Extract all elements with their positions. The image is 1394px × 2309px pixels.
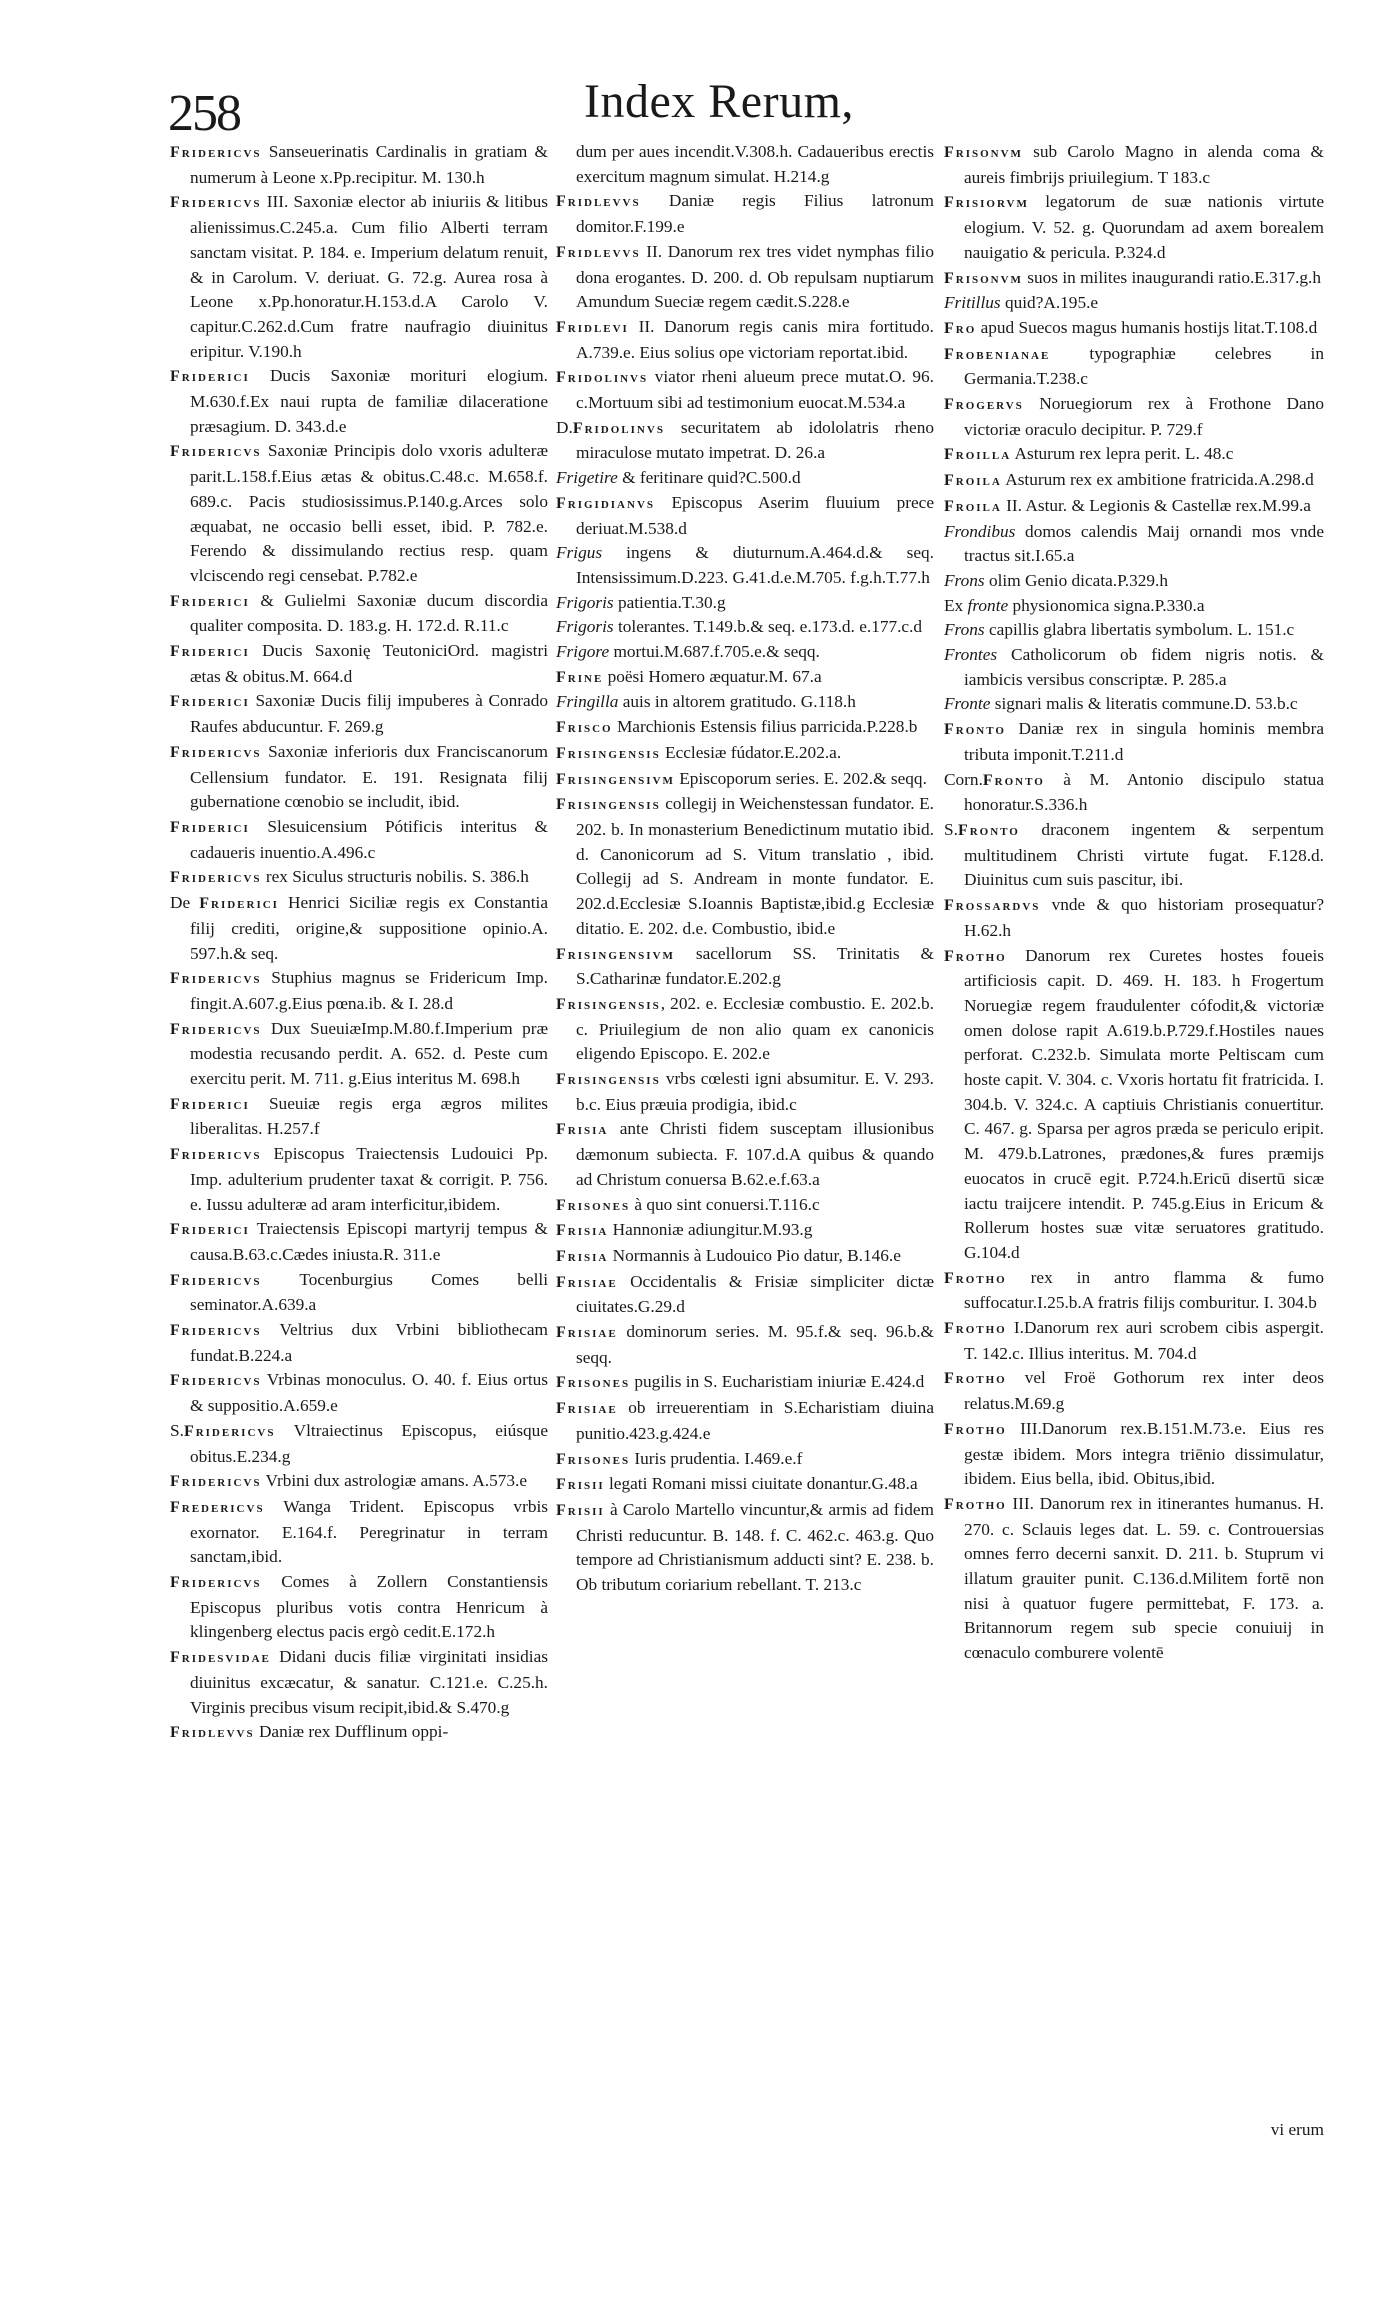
entry-prefix: De [170,893,200,913]
entry-text: legati Romani missi ciuitate donantur.G.48.a [604,1474,918,1494]
index-entry [556,140,934,189]
entry-headword: Friderici [170,592,250,610]
index-entry [556,767,934,793]
index-column-1 [170,140,548,1746]
entry-headword: Frigoris [556,592,614,612]
entry-text: II. Astur. & Legionis & Castellæ rex.M.99.a [1001,495,1311,515]
index-entry [170,1368,548,1418]
entry-text: sub Carolo Magno in alenda coma & aureis fimbrijs priuilegium. T 183.c [964,142,1324,187]
entry-headword: Fridericvs [170,1322,262,1340]
entry-headword: Frisiorvm [944,194,1029,212]
index-entry [944,818,1324,893]
entry-headword: Frisones [556,1374,631,1392]
index-entry [170,1495,548,1570]
entry-text: Episcoporum series. E. 202.& seqq. [674,768,927,788]
entry-headword: Fridlevvs [170,1724,255,1742]
index-entry [170,1720,548,1746]
entry-headword: Frigetire [556,468,618,488]
entry-headword: Frisiae [556,1273,618,1291]
index-entry [556,1498,934,1598]
index-entry [170,190,548,364]
entry-text: dominorum series. M. 95.f.& seq. 96.b.& seqq. [576,1322,934,1367]
index-entry [556,1244,934,1270]
entry-text: quid?A.195.e [1000,293,1099,313]
entry-text: legatorum de suæ nationis virtute elogium. V. 52. g. Quorundam ad axem borealem nauigatio & pericula. P.324.d [964,192,1324,262]
entry-text: & Gulielmi Saxoniæ ducum discordia qualiter composita. D. 183.g. H. 172.d. R.11.c [190,590,548,636]
entry-headword: Fridericvs [170,144,262,161]
index-entry [170,740,548,815]
entry-headword: Froila [944,497,1002,515]
index-entry [944,316,1324,342]
entry-headword: Fridericvs [170,443,262,461]
entry-headword: Frons [944,570,985,590]
index-entry [556,992,934,1067]
entry-text: rex in antro flamma & fumo suffocatur.I.25.b.A fratris filijs comburitur. I. 304.b [964,1267,1324,1313]
entry-headword: Fridericvs [170,1574,262,1592]
entry-text: Wanga Trident. Episcopus vrbis exornator. E.164.f. Peregrinatur in terram sanctam,ibid. [190,1496,548,1567]
entry-text: patientia.T.30.g [613,592,726,612]
entry-headword: Friderici [170,1221,250,1239]
entry-text: Stuphius magnus se Fridericum Imp. fingit.A.607.g.Eius pœna.ib. & I. 28.d [190,968,548,1013]
index-entry [556,365,934,415]
entry-text: Vltraiectinus Episcopus, eiúsque obitus.E.234.g [190,1420,548,1466]
entry-headword: Frontes [944,645,998,665]
entry-text: Comes à Zollern Constantiensis Episcopus pluribus votis contra Henricum à klingenberg electus pacis ergò cedit.E.172.h [190,1572,548,1642]
index-entry [944,768,1324,818]
entry-headword: Friderici [170,693,250,711]
entry-headword: Frisiae [556,1400,618,1418]
entry-text: ante Christi fidem susceptam illusionibus dæmonum subiecta. F. 107.d.A quibus & quando ad Christum conuersa B.62.e.f.63.a [576,1119,934,1189]
entry-text: ingens & diuturnum.A.464.d.& seq. Intensissimum.D.223. G.41.d.e.M.705. f.g.h.T.77.h [576,543,934,587]
index-entry [170,1092,548,1142]
entry-text: collegij in Weichenstessan fundator. E. 202. b. In monasterium Benedictinum mutatio ibid. d. Canonicorum ad S. Vitum translatio , ibid. Collegij ad S. Andream in monte fundator. E. 202.d.Ecclesiæ S.Ioannis Baptistæ,ibid.g Ecclesiæ ditatio. E. 202. d.e. Combustio, ibid.e [576,794,934,938]
index-entry [944,643,1324,692]
index-entry [944,392,1324,442]
entry-headword: Frisingensis [556,1071,661,1089]
entry-headword: Fridlevvs [556,243,641,261]
index-entry [556,541,934,590]
index-entry [170,364,548,439]
entry-text: Ducis Saxonię TeutoniciOrd. magistri ætas & obitus.M. 664.d [190,641,548,686]
index-entry [556,1396,934,1446]
entry-headword: Frisco [556,719,613,737]
index-entry [556,1447,934,1473]
index-entry [944,468,1324,494]
entry-headword: Frotho [944,1495,1007,1513]
entry-headword: Fridericvs [170,1020,262,1038]
entry-text: vnde & quo historiam prosequatur?H.62.h [964,895,1324,940]
entry-text: III.Danorum rex.B.151.M.73.e. Eius res gestæ ibidem. Mors integra triēnio dissimulatur, ibidem. Eius bella, ibid. Obitus,ibid. [964,1418,1324,1489]
index-entry [170,1142,548,1217]
entry-headword: Frons [944,620,985,640]
entry-text: auis in altorem gratitudo. G.118.h [618,692,856,712]
entry-headword: Fridolinvs [572,419,665,437]
entry-text: Dux SueuiæImp.M.80.f.Imperium præ modestia recusando perdit. A. 652. d. Peste cum exercitu perit. M. 711. g.Eius interitus M. 698.h [190,1018,548,1089]
entry-text: III. Danorum rex in itinerantes humanus. H. 270. c. Sclauis leges dat. L. 59. c. Controuersias omnes ferro decerni sanxit. D. 211. b. Stuprum vi illatum grauiter punit. C.136.d.Militem fortē non nisi à quatuor fugere permittebat, F. 173. a. Britannorum regem sub specie conuiuij in cœnaculo comburere volentē [964,1493,1324,1663]
entry-headword: Fronto [957,821,1020,839]
entry-headword: Frotho [944,1420,1007,1438]
entry-headword: Frisia [556,1121,609,1139]
entry-text: Normannis à Ludouico Pio datur, B.146.e [608,1245,901,1265]
index-entry [944,266,1324,292]
entry-headword: Frogervs [944,396,1024,414]
entry-headword: Frondibus [944,521,1016,541]
entry-text: à Carolo Martello vincuntur,& armis ad fidem Christi reducuntur. B. 148. f. C. 462.c. 463.g. Quo tempore ad Christianismum adducti sint? E. 238. b. Ob tributum coriarium rebellant. T. 213.c [576,1499,934,1595]
entry-headword: Fridericvs [170,1372,262,1390]
entry-prefix: Corn. [944,769,983,789]
entry-text: vel Froë Gothorum rex inter deos relatus.M.69.g [964,1368,1324,1414]
index-entry [944,717,1324,767]
index-entry [170,1570,548,1645]
entry-text: ob irreuerentiam in S.Echaristiam diuina punitio.423.g.424.e [576,1398,934,1443]
entry-text: Henrici Siciliæ regis ex Constantia filij crediti, origine,& suppositione opinio.A. 597.h.& seq. [190,893,548,963]
entry-headword: Froila [944,472,1002,490]
index-column-2 [556,140,934,1598]
entry-headword: Fronte [944,694,991,714]
entry-headword: Frisia [556,1247,609,1265]
entry-headword: Frisonvm [944,144,1023,161]
index-entry [556,1117,934,1192]
entry-text: poësi Homero æquatur.M. 67.a [603,666,822,686]
entry-text: Asturum rex ex ambitione fratricida.A.298.d [1001,470,1314,490]
entry-prefix: S. [170,1420,184,1440]
index-entry [556,1067,934,1117]
index-entry [556,591,934,616]
entry-text: à M. Antonio discipulo statua honoratur.S.336.h [964,769,1324,815]
entry-text: vrbs cœlesti igni absumitur. E. V. 293. b.c. Eius præuia prodigia, ibid.c [576,1069,934,1114]
entry-headword: Fritillus [944,293,1001,313]
index-entry [944,291,1324,316]
entry-text: Episcopus Traiectensis Ludouici Pp. Imp. adulterium prudenter taxat & corrigit. P. 756. e. Iussu adulteræ ad aram interficitur,ibidem. [190,1144,548,1214]
entry-headword: fronte [967,595,1009,615]
index-entry [556,942,934,992]
index-entry [556,741,934,767]
entry-text: Tocenburgius Comes belli seminator.A.639.a [190,1269,548,1315]
entry-text: rex Siculus structuris nobilis. S. 386.h [261,867,529,887]
index-entry [556,491,934,541]
entry-text: Slesuicensium Pótificis interitus & cadaueris inuentio.A.496.c [190,816,548,862]
entry-headword: Frisii [556,1476,605,1494]
entry-headword: Friderici [170,818,250,836]
index-entry [944,520,1324,569]
entry-headword: Fridericvs [170,1473,262,1491]
entry-text: suos in milites inaugurandi ratio.E.317.g.h [1022,267,1322,287]
entry-headword: Fridlevi [556,318,629,336]
entry-text: Daniæ rex Dufflinum oppi- [254,1722,449,1742]
entry-headword: Frotho [944,1320,1007,1338]
entry-text: Saxoniæ Principis dolo vxoris adulteræ parit.L.158.f.Eius ætas & obitus.C.48.c. M.658.f. 689.c. Pacis studiosissimus.P.140.g.Arces solo æquabat, ne occasio belli esset, ibid. P. 782.e. Ferendo & dissimulando rectius resp. quam vlciscendo regi censebat. P.782.e [190,441,548,585]
entry-headword: Fronto [944,721,1006,739]
entry-headword: Frisonvm [944,269,1023,287]
index-entry [556,1218,934,1244]
index-entry [170,1017,548,1092]
entry-prefix: D. [556,417,573,437]
entry-text: olim Genio dicata.P.329.h [984,570,1169,590]
index-entry [556,240,934,315]
index-entry [170,639,548,689]
index-entry [556,1472,934,1498]
index-entry [944,494,1324,520]
entry-headword: Frigus [556,543,603,563]
entry-text: Saxoniæ Ducis filij impuberes à Conrado Raufes abducuntur. F. 269.g [190,691,548,737]
index-entry [556,1370,934,1396]
entry-text: Daniæ rex in singula hominis membra tributa imponit.T.211.d [964,719,1324,764]
entry-headword: Frobenianae [944,345,1051,363]
entry-headword: Fridericvs [170,1146,262,1164]
entry-text: physionomica signa.P.330.a [1008,595,1205,615]
entry-text: Didani ducis filiæ virginitati insidias diuinitus excæcatur, & sanatur. C.121.e. C.25.h. Virginis precibus visum recipit,ibid.& S.470.g [190,1647,548,1717]
entry-headword: Frotho [944,947,1007,965]
entry-text: Asturum rex lepra perit. L. 48.c [1011,444,1234,464]
index-entry [556,416,934,466]
entry-headword: Fridlevvs [556,193,641,211]
entry-text: Iuris prudentia. I.469.e.f [630,1448,803,1468]
index-entry [944,944,1324,1266]
index-entry [170,966,548,1016]
entry-prefix: S. [944,819,958,839]
entry-text: typographiæ celebres in Germania.T.238.c [964,343,1324,389]
index-entry [556,189,934,239]
index-entry [944,594,1324,619]
entry-headword: Frigoris [556,617,614,637]
entry-headword: Frisingensis [556,995,661,1013]
entry-headword: Fronto [982,771,1045,789]
entry-headword: Frisingensivm [556,770,675,788]
entry-headword: Friderici [170,368,250,386]
entry-text: capillis glabra libertatis symbolum. L. 151.c [984,620,1295,640]
catchword: vi erum [1270,2120,1324,2139]
entry-text: II. Danorum regis canis mira fortitudo. A.739.e. Eius solius ope victoriam reportat.ibid. [576,316,934,362]
index-entry [556,690,934,715]
entry-text: Traiectensis Episcopi martyrij tempus & causa.B.63.c.Cædes iniusta.R. 311.e [190,1219,548,1264]
page-number: 258 [168,85,240,142]
index-entry [170,1318,548,1368]
entry-headword: Frisingensis [556,796,661,814]
entry-text: sacellorum SS. Trinitatis & S.Catharinæ fundator.E.202.g [576,943,934,989]
entry-headword: Frisingensivm [556,945,675,963]
entry-headword: Fridolinvs [556,369,649,387]
index-entry [556,315,934,365]
entry-text: Danorum rex Curetes hostes foueis artificiosis capit. D. 469. H. 183. h Frogertum Noruegiæ regem fraudulenter cófodit,& victoriæ omen dolose rapit A.619.b.P.729.f.Hostiles naues perforat. C.232.b. Simulata morte Peltiscam cum hoste capit. V. 304. c. Vxoris hortatu fit fratricida. I. 304.b. V. 324.c. A captiuis Christianis conuertitur. C. 467. g. Sparsa per agros præda se periculo eripit. M. 479.b.Latrones, prædones,& fures præmijs euocatos in crucē egit. P.724.h.Ericū disertū sicæ iactu traijcere intendit. P. 745.g.Eius in Ericum & Rollerum hostes suæ vitæ seruatores gratitudo. G.104.d [964,945,1324,1262]
entry-text: Sanseuerinatis Cardinalis in gratiam & numerum à Leone x.Pp.recipitur. M. 130.h [190,142,548,187]
entry-headword: Frisia [556,1222,609,1240]
entry-text: Ecclesiæ fúdator.E.202.a. [660,742,842,762]
entry-text: Episcopus Aserim fluuium prece deriuat.M.538.d [576,492,934,538]
entry-text: , 202. e. Ecclesiæ combustio. E. 202.b. c. Priuilegium de non alio quam ex canonicis eligendo Episcopo. E. 202.e [576,993,934,1064]
entry-headword: Fridericvs [170,1271,262,1289]
index-entry [556,1193,934,1219]
entry-headword: Fredericvs [170,1498,265,1516]
index-entry [556,665,934,691]
entry-text: Marchionis Estensis filius parricida.P.228.b [612,717,918,737]
entry-text: viator rheni alueum prece mutat.O. 96. c.Mortuum sibi ad testimonium euocat.M.534.a [576,367,934,413]
entry-headword: Fridericvs [170,970,262,988]
entry-text: Sueuiæ regis erga ægros milites liberalitas. H.257.f [190,1093,548,1139]
entry-text: Vrbini dux astrologiæ amans. A.573.e [261,1471,528,1491]
entry-headword: Frotho [944,1269,1007,1287]
index-entry [556,715,934,741]
index-entry [170,1268,548,1318]
entry-text: Daniæ regis Filius latronum domitor.F.199.e [576,191,934,237]
entry-headword: Frisingensis [556,744,661,762]
running-head: Index Rerum, [584,75,854,128]
entry-headword: Fridericvs [170,869,262,887]
index-entry [944,342,1324,392]
index-entry [944,618,1324,643]
entry-headword: Fro [944,319,977,337]
index-entry [944,1316,1324,1366]
entry-headword: Frine [556,668,604,686]
entry-text: Noruegiorum rex à Frothone Dano victoriæ oraculo decipitur. P. 729.f [964,394,1324,439]
index-entry [944,893,1324,943]
index-entry [170,1217,548,1267]
entry-text: mortui.M.687.f.705.e.& seqq. [609,642,820,662]
entry-headword: Frisiae [556,1324,618,1342]
entry-headword: Friderici [170,1095,250,1113]
index-entry [170,140,548,190]
entry-text: I.Danorum rex auri scrobem cibis aspergit. T. 142.c. Illius interitus. M. 704.d [964,1318,1324,1363]
entry-text: signari malis & literatis commune.D. 53.b.c [990,694,1298,714]
entry-headword: Fridericvs [170,743,262,761]
entry-text: Vrbinas monoculus. O. 40. f. Eius ortus & suppositio.A.659.e [190,1370,548,1416]
entry-text: & feritinare quid?C.500.d [617,468,801,488]
index-entry [944,569,1324,594]
entry-headword: Frotho [944,1370,1007,1388]
index-entry [944,1266,1324,1316]
entry-text: Veltrius dux Vrbini bibliothecam fundat.B.224.a [190,1320,548,1365]
entry-text: Hannoniæ adiungitur.M.93.g [608,1220,813,1240]
entry-text: draconem ingentem & serpentum multitudinem Christi virtute fugat. F.128.d. Diuinitus cum suis pascitur, ibi. [964,819,1324,890]
index-entry [944,190,1324,265]
entry-headword: Friderici [170,643,250,661]
entry-headword: Frisones [556,1450,631,1468]
entry-headword: Frigidianvs [556,494,656,512]
index-entry [170,1469,548,1495]
index-entry [556,615,934,640]
index-entry [556,792,934,941]
entry-text: domos calendis Maij ornandi mos vnde tractus sit.I.65.a [964,521,1324,566]
index-entry [944,1366,1324,1416]
index-entry [170,589,548,639]
entry-headword: Frossardvs [944,897,1041,915]
entry-headword: Fridericvs [183,1422,276,1440]
index-entry [170,815,548,865]
entry-prefix: Ex [944,595,968,615]
index-entry [944,442,1324,468]
entry-headword: Frisii [556,1501,605,1519]
index-entry [556,640,934,665]
index-entry [944,1492,1324,1666]
entry-text: Saxoniæ inferioris dux Franciscanorum Cellensium fundator. E. 191. Resignata filij gubernatione cœnobio se includit, ibid. [190,741,548,812]
entry-headword: Froilla [944,446,1012,464]
entry-headword: Frigore [556,642,610,662]
entry-headword: Friderici [199,895,279,913]
entry-headword: Fridericvs [170,194,262,212]
entry-text: Catholicorum ob fidem nigris notis. & iambicis versibus conscriptæ. P. 285.a [964,645,1324,689]
entry-headword: Fridesvidae [170,1649,271,1667]
entry-text: Ducis Saxoniæ morituri elogium. M.630.f.Ex naui rupta de familiæ dilaceratione præsagium. D. 343.d.e [190,366,548,436]
entry-text: III. Saxoniæ elector ab iniuriis & litibus alienissimus.C.245.a. Cum filio Alberti terram sanctam visitat. P. 184. e. Imperium delatum renuit, & in Carolum. V. deriuat. G. 72.g. Aurea rosa à Leone x.Pp.honoratur.H.153.d.A Carolo V. capitur.C.262.d.Cum fratre naufragio diuinitus eripitur. V.190.h [190,192,548,361]
index-entry [556,466,934,491]
index-entry [556,1320,934,1370]
index-entry [170,1645,548,1720]
index-entry [170,1419,548,1469]
entry-text: dum per aues incendit.V.308.h. Cadaueribus erectis exercitum magnum simulat. H.214.g [576,142,934,186]
index-entry [556,1270,934,1320]
entry-text: II. Danorum rex tres videt nymphas filio dona erogantes. D. 200. d. Ob repulsam nuptiarum Amundum Sueciæ regem cædit.S.228.e [576,241,934,312]
entry-text: Occidentalis & Frisiæ simpliciter dictæ ciuitates.G.29.d [576,1271,934,1317]
index-column-3 [944,140,1324,1666]
entry-text: pugilis in S. Eucharistiam iniuriæ E.424.d [630,1372,925,1392]
entry-text: apud Suecos magus humanis hostijs litat.T.108.d [976,317,1318,337]
entry-headword: Frisones [556,1196,631,1214]
entry-text: securitatem ab idololatris rheno miraculose mutato impetrat. D. 26.a [576,417,934,463]
index-entry [944,692,1324,717]
index-entry [944,140,1324,190]
index-entry [170,891,548,966]
index-entry [170,865,548,891]
entry-text: à quo sint conuersi.T.116.c [630,1194,820,1214]
entry-text: tolerantes. T.149.b.& seq. e.173.d. e.177.c.d [613,617,923,637]
index-entry [170,439,548,588]
index-entry [944,1417,1324,1492]
entry-headword: Fringilla [556,692,619,712]
index-entry [170,689,548,739]
